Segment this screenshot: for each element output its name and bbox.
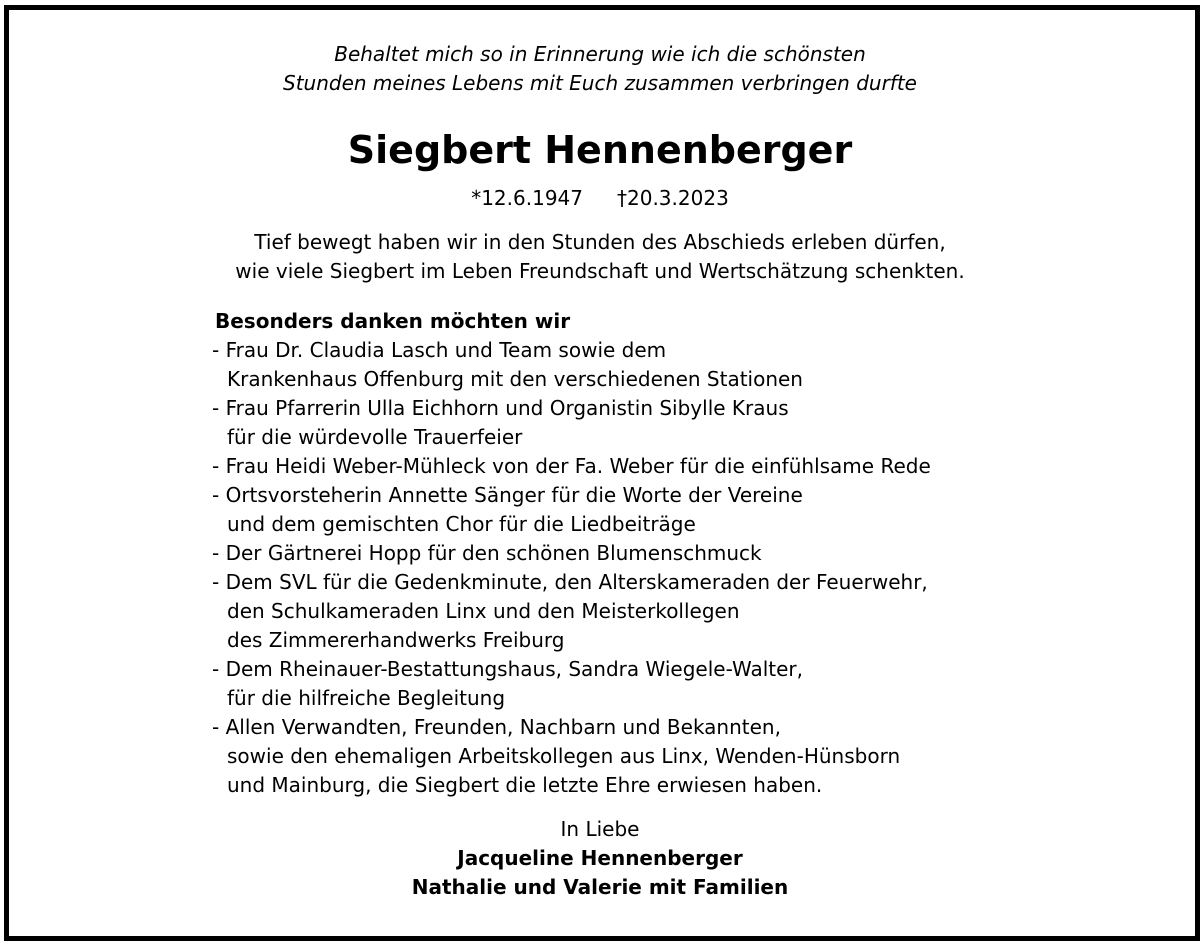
- motto-line: Stunden meines Lebens mit Euch zusammen verbringen durfte: [283, 71, 917, 95]
- thanks-line-continuation: für die würdevolle Trauerfeier: [227, 425, 523, 449]
- thanks-list: [212, 336, 931, 800]
- intro-text: [0, 228, 1200, 286]
- deceased-name: Siegbert Hennenberger: [347, 128, 853, 172]
- thanks-item: - Der Gärtnerei Hopp für den schönen Blumenschmuck: [212, 541, 762, 565]
- motto-quote: [0, 40, 1200, 98]
- intro-line: wie viele Siegbert im Leben Freundschaft und Wertschätzung schenkten.: [235, 259, 965, 283]
- thanks-item: - Frau Dr. Claudia Lasch und Team sowie dem: [212, 338, 667, 362]
- thanks-line-continuation: für die hilfreiche Begleitung: [227, 686, 506, 710]
- signer-name: Jacqueline Hennenberger: [457, 846, 743, 870]
- thanks-heading: Besonders danken möchten wir: [215, 309, 571, 333]
- death-date: †20.3.2023: [617, 186, 729, 210]
- closing-greeting: In Liebe: [560, 817, 640, 841]
- motto-line: Behaltet mich so in Erinnerung wie ich die schönsten: [334, 42, 866, 66]
- thanks-line-continuation: sowie den ehemaligen Arbeitskollegen aus Linx, Wenden-Hünsborn: [227, 744, 901, 768]
- thanks-item: - Frau Pfarrerin Ulla Eichhorn und Organistin Sibylle Kraus: [212, 396, 789, 420]
- thanks-item: - Ortsvorsteherin Annette Sänger für die Worte der Vereine: [212, 483, 803, 507]
- thanks-line-continuation: des Zimmererhandwerks Freiburg: [227, 628, 565, 652]
- life-dates: [0, 183, 1200, 213]
- thanks-item: - Dem Rheinauer-Bestattungshaus, Sandra Wiegele-Walter,: [212, 657, 804, 681]
- thanks-line-continuation: und Mainburg, die Siegbert die letzte Ehre erwiesen haben.: [227, 773, 823, 797]
- birth-date: *12.6.1947: [471, 186, 583, 210]
- thanks-line-continuation: Krankenhaus Offenburg mit den verschiedenen Stationen: [227, 367, 803, 391]
- thanks-item: - Dem SVL für die Gedenkminute, den Alterskameraden der Feuerwehr,: [212, 570, 928, 594]
- thanks-item: - Allen Verwandten, Freunden, Nachbarn und Bekannten,: [212, 715, 781, 739]
- thanks-line-continuation: und dem gemischten Chor für die Liedbeiträge: [227, 512, 696, 536]
- closing-signature: [0, 815, 1200, 902]
- thanks-section: [212, 307, 931, 800]
- intro-line: Tief bewegt haben wir in den Stunden des Abschieds erleben dürfen,: [254, 230, 946, 254]
- signer-family: Nathalie und Valerie mit Familien: [411, 875, 789, 899]
- thanks-item: - Frau Heidi Weber-Mühleck von der Fa. Weber für die einfühlsame Rede: [212, 454, 931, 478]
- thanks-line-continuation: den Schulkameraden Linx und den Meisterkollegen: [227, 599, 740, 623]
